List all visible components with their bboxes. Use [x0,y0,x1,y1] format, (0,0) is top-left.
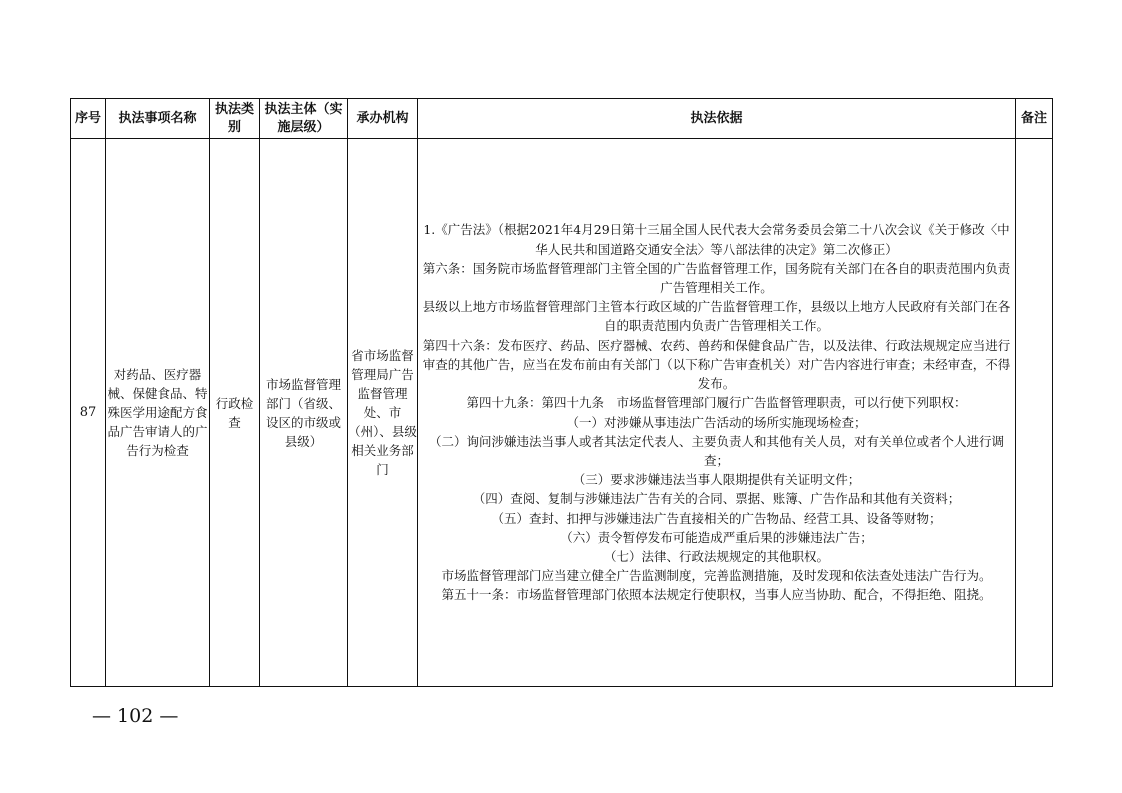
row-category: 行政检查 [210,139,260,687]
basis-line: 第四十六条：发布医疗、药品、医疗器械、农药、兽药和保健食品广告，以及法律、行政法规规定应当进行审查的其他广告，应当在发布前由有关部门（以下称广告审查机关）对广告内容进行审查；未经审查，不得发布。 [422,337,1011,392]
basis-line: 第四十九条：第四十九条 市场监督管理部门履行广告监督管理职责，可以行使下列职权： [466,395,967,411]
row-agency: 省市场监督管理局广告监督管理处、市（州）、县级相关业务部门 [348,139,418,687]
row-basis [418,139,1016,687]
header-remarks: 备注 [1016,99,1053,139]
table-header-row [71,99,1053,139]
basis-line: （二）询问涉嫌违法当事人或者其法定代表人、主要负责人和其他有关人员，对有关单位或者个人进行调查； [428,433,1004,468]
header-basis: 执法依据 [418,99,1016,139]
basis-line: （四）查阅、复制与涉嫌违法广告有关的合同、票据、账簿、广告作品和其他有关资料； [472,491,961,507]
table-row [71,139,1053,687]
basis-line: 市场监督管理部门应当建立健全广告监测制度，完善监测措施，及时发现和依法查处违法广告行为。 [441,568,992,584]
header-agency: 承办机构 [348,99,418,139]
header-category: 执法类别 [210,99,260,139]
basis-line: （五）查封、扣押与涉嫌违法广告直接相关的广告物品、经营工具、设备等财物； [491,510,942,526]
row-subject: 市场监督管理部门（省级、设区的市级或县级） [260,139,348,687]
row-seq: 87 [71,139,106,687]
row-item-name: 对药品、医疗器械、保健食品、特殊医学用途配方食品广告审请人的广告行为检查 [106,139,210,687]
row-remarks [1016,139,1053,687]
basis-line: （七）法律、行政法规规定的其他职权。 [603,548,829,564]
header-subject: 执法主体（实施层级） [260,99,348,139]
header-item-name: 执法事项名称 [106,99,210,139]
enforcement-table [70,98,1053,687]
page-number: — 102 — [92,705,179,727]
basis-line: （六）责令暂停发布可能造成严重后果的涉嫌违法广告； [560,529,873,545]
basis-line: 县级以上地方市场监督管理部门主管本行政区域的广告监督管理工作，县级以上地方人民政府有关部门在各自的职责范围内负责广告管理相关工作。 [422,299,1011,334]
basis-line: 第六条：国务院市场监督管理部门主管全国的广告监督管理工作，国务院有关部门在各自的职责范围内负责广告管理相关工作。 [422,260,1011,296]
basis-line: 第五十一条：市场监督管理部门依照本法规定行使职权，当事人应当协助、配合，不得拒绝、阻挠。 [441,587,992,603]
basis-line: （三）要求涉嫌违法当事人限期提供有关证明文件； [572,472,861,488]
basis-line: （一）对涉嫌从事违法广告活动的场所实施现场检查； [566,414,867,430]
basis-line: 1.《广告法》（根据2021年4月29日第十三届全国人民代表大会常务委员会第二十八次会议《关于修改〈中华人民共和国道路交通安全法〉等八部法律的决定》第二次修正） [423,222,1010,257]
header-seq: 序号 [71,99,106,139]
